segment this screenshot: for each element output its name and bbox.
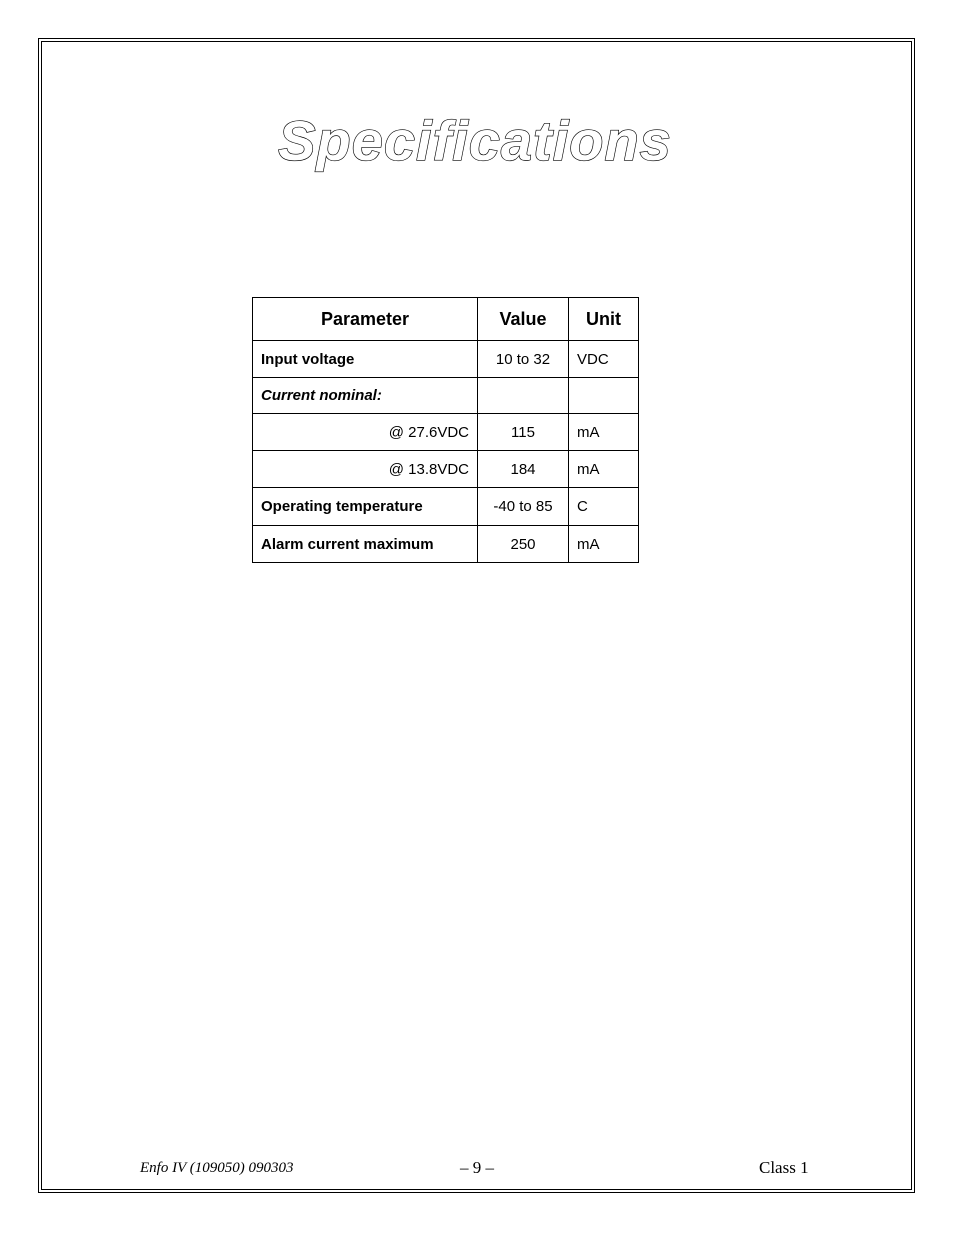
table-row xyxy=(253,488,639,526)
footer-page-number: – 9 – xyxy=(460,1158,494,1177)
cell-parameter: Input voltage xyxy=(253,341,478,378)
cell-unit: mA xyxy=(569,526,639,563)
cell-unit xyxy=(569,378,639,414)
cell-unit: C xyxy=(569,488,639,526)
footer-class-label: Class 1 xyxy=(759,1158,809,1177)
specifications-table xyxy=(252,297,639,563)
header-unit: Unit xyxy=(569,298,639,341)
cell-unit: mA xyxy=(569,414,639,451)
cell-value: 10 to 32 xyxy=(478,341,569,378)
table-row xyxy=(253,451,639,488)
table-header-row xyxy=(253,298,639,341)
table-row xyxy=(253,526,639,563)
header-parameter: Parameter xyxy=(253,298,478,341)
cell-value: 184 xyxy=(478,451,569,488)
cell-value xyxy=(478,378,569,414)
cell-unit: VDC xyxy=(569,341,639,378)
cell-unit: mA xyxy=(569,451,639,488)
cell-parameter: @ 13.8VDC xyxy=(253,451,478,488)
page-border-inner xyxy=(41,41,912,1190)
table-row xyxy=(253,414,639,451)
footer-document-id: Enfo IV (109050) 090303 xyxy=(140,1160,294,1176)
page-title xyxy=(0,108,954,173)
cell-parameter: Operating temperature xyxy=(253,488,478,526)
cell-parameter: Current nominal: xyxy=(253,378,478,414)
header-value: Value xyxy=(478,298,569,341)
cell-value: 115 xyxy=(478,414,569,451)
cell-value: 250 xyxy=(478,526,569,563)
cell-parameter: Alarm current maximum xyxy=(253,526,478,563)
cell-parameter: @ 27.6VDC xyxy=(253,414,478,451)
table-row xyxy=(253,378,639,414)
cell-value: -40 to 85 xyxy=(478,488,569,526)
page-title-text: Specifications xyxy=(278,109,672,172)
table-row xyxy=(253,341,639,378)
